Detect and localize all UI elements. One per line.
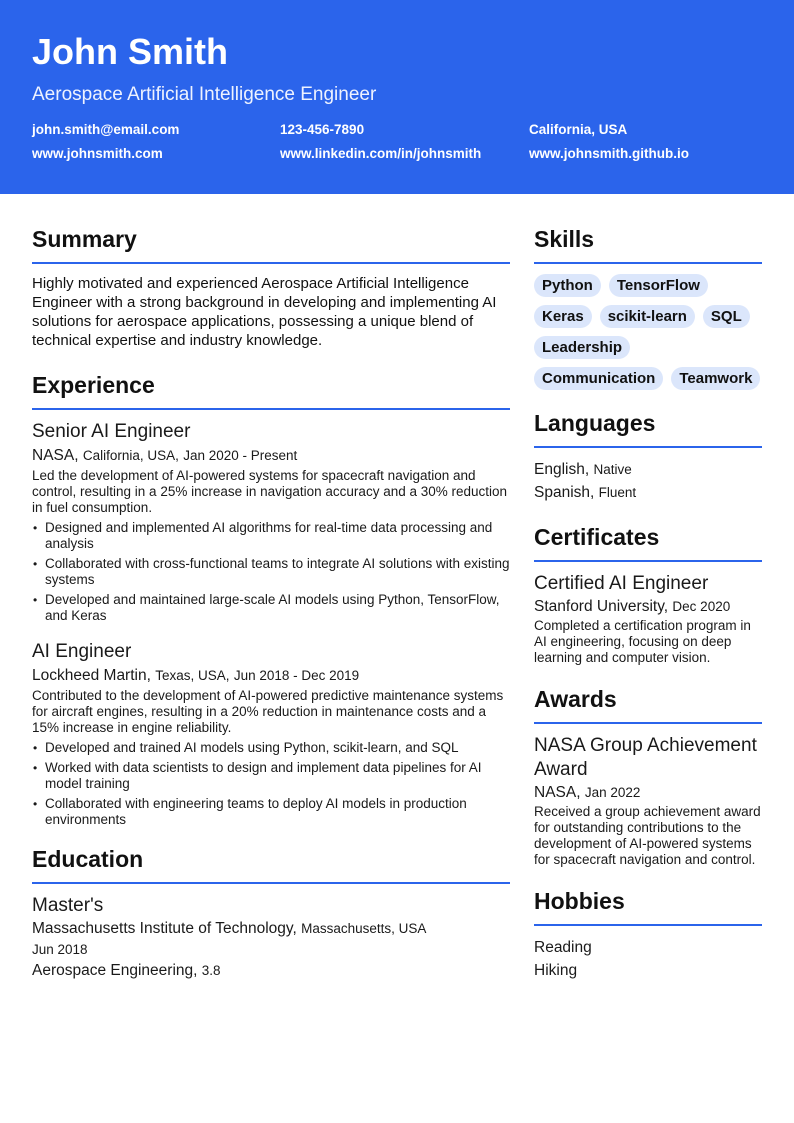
education-gpa: 3.8: [201, 963, 221, 978]
language-item: [534, 481, 762, 504]
skill-tag: scikit-learn: [600, 305, 695, 328]
hobbies-heading: Hobbies: [534, 886, 762, 926]
job-dates: Jan 2020 - Present: [183, 448, 298, 463]
job-bullet: • Collaborated with engineering teams to deploy AI models in production environments: [32, 796, 510, 828]
job-entry: [32, 420, 510, 624]
resume-header: [0, 0, 794, 194]
skill-tag: Keras: [534, 305, 592, 328]
job-bullets: [32, 520, 510, 624]
phone-number[interactable]: 123-456-7890: [280, 122, 365, 137]
location-text: California, USA: [529, 122, 628, 137]
certificate-meta: [534, 596, 762, 618]
job-bullet: • Worked with data scientists to design and implement data pipelines for AI model training: [32, 760, 510, 792]
job-title: AI Engineer: [32, 641, 132, 662]
award-title: NASA Group Achievement Award: [534, 735, 757, 780]
award-issuer: NASA,: [534, 784, 581, 801]
linkedin-link[interactable]: www.linkedin.com/in/johnsmith: [280, 146, 482, 161]
summary-text: Highly motivated and experienced Aerospace Artificial Intelligence Engineer with a strong background in developing and implementing AI solutions for aerospace applications, possessing a unique blend of technical expertise and industry knowledge.: [32, 275, 497, 349]
job-bullet: • Developed and maintained large-scale AI models using Python, TensorFlow, and Keras: [32, 592, 510, 624]
hobby-item: Reading: [534, 939, 592, 956]
hobby-item: Hiking: [534, 962, 578, 979]
job-bullet: • Collaborated with cross-functional teams to integrate AI solutions with existing systems: [32, 556, 510, 588]
email-link[interactable]: john.smith@email.com: [32, 122, 180, 137]
job-bullet: • Designed and implemented AI algorithms for real-time data processing and analysis: [32, 520, 510, 552]
skill-tag: Communication: [534, 367, 663, 390]
job-location: California, USA,: [82, 448, 179, 463]
awards-heading: Awards: [534, 684, 762, 724]
candidate-title: Aerospace Artificial Intelligence Engineer: [32, 84, 377, 105]
summary-heading: Summary: [32, 224, 510, 264]
candidate-name: John Smith: [32, 31, 228, 72]
education-school: Massachusetts Institute of Technology,: [32, 920, 297, 937]
certificate-title: Certified AI Engineer: [534, 573, 709, 594]
job-entry: [32, 640, 510, 828]
skill-tag: Python: [534, 274, 601, 297]
job-meta: [32, 446, 510, 466]
job-title: Senior AI Engineer: [32, 421, 191, 442]
job-location: Texas, USA,: [155, 668, 230, 683]
side-column: [534, 224, 762, 982]
skill-tag: SQL: [703, 305, 750, 328]
award-description: Received a group achievement award for outstanding contributions to the development of AI-powered systems for spacecraft navigation and control.: [534, 804, 761, 867]
github-link[interactable]: www.johnsmith.github.io: [529, 146, 689, 161]
job-meta: [32, 666, 510, 686]
education-date: Jun 2018: [32, 942, 88, 957]
skill-tag: Teamwork: [671, 367, 760, 390]
award-date: Jan 2022: [584, 785, 641, 800]
education-school-line: [32, 918, 510, 939]
languages-heading: Languages: [534, 408, 762, 448]
language-item: [534, 458, 762, 481]
language-level: Fluent: [598, 485, 637, 500]
job-company: Lockheed Martin,: [32, 667, 151, 684]
job-description: Contributed to the development of AI-powered predictive maintenance systems for aircraft engines, resulting in a 20% reduction in maintenance costs and a 15% increase in engine reliability.: [32, 688, 504, 735]
main-column: [32, 224, 510, 981]
award-entry: [534, 734, 762, 868]
language-name: Spanish,: [534, 484, 595, 501]
education-field: Aerospace Engineering,: [32, 962, 198, 979]
education-field-line: [32, 960, 510, 981]
job-description: Led the development of AI-powered systems for spacecraft navigation and control, resulting in a 25% increase in navigation accuracy and a 30% reduction in fuel consumption.: [32, 468, 508, 515]
award-meta: [534, 782, 762, 804]
job-bullets: [32, 740, 510, 828]
skills-list: [534, 274, 762, 390]
skill-tag: TensorFlow: [609, 274, 708, 297]
skills-heading: Skills: [534, 224, 762, 264]
skill-tag: Leadership: [534, 336, 630, 359]
job-bullet: • Developed and trained AI models using Python, scikit-learn, and SQL: [32, 740, 510, 756]
website-link[interactable]: www.johnsmith.com: [32, 146, 163, 161]
education-heading: Education: [32, 844, 510, 884]
education-degree: Master's: [32, 895, 104, 916]
language-level: Native: [593, 462, 632, 477]
experience-heading: Experience: [32, 370, 510, 410]
education-location: Massachusetts, USA: [301, 921, 427, 936]
job-company: NASA,: [32, 447, 79, 464]
certificate-issuer: Stanford University,: [534, 598, 669, 615]
hobbies-list: [534, 936, 762, 982]
languages-list: [534, 458, 762, 504]
language-name: English,: [534, 461, 590, 478]
certificates-heading: Certificates: [534, 522, 762, 562]
certificate-date: Dec 2020: [672, 599, 731, 614]
certificate-description: Completed a certification program in AI engineering, focusing on deep learning and computer vision.: [534, 618, 751, 665]
certificate-entry: [534, 572, 762, 666]
job-dates: Jun 2018 - Dec 2019: [233, 668, 360, 683]
